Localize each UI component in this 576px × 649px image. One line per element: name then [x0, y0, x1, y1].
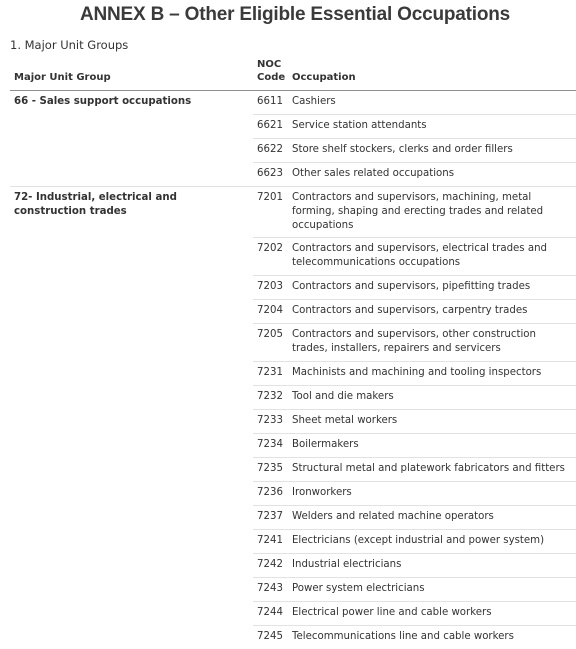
noc-code-cell: 7203 — [253, 276, 288, 300]
noc-code-cell: 7243 — [253, 578, 288, 602]
page-title: ANNEX B – Other Eligible Essential Occupations — [0, 4, 576, 26]
occupation-cell: Cashiers — [288, 91, 576, 115]
table-body — [10, 91, 576, 649]
occupation-cell: Boilermakers — [288, 434, 576, 458]
occupation-cell: Other sales related occupations — [288, 163, 576, 187]
occupation-cell: Telecommunications line and cable workers — [288, 626, 576, 649]
noc-code-cell: 7231 — [253, 362, 288, 386]
noc-code-cell: 7232 — [253, 386, 288, 410]
occupation-cell: Contractors and supervisors, electrical trades and telecommunications occupations — [288, 238, 576, 276]
occupation-cell: Contractors and supervisors, carpentry trades — [288, 300, 576, 324]
occupation-cell: Electricians (except industrial and power system) — [288, 530, 576, 554]
table-row — [10, 187, 576, 238]
noc-code-cell: 7244 — [253, 602, 288, 626]
header-major-unit-group: Major Unit Group — [10, 58, 253, 91]
noc-code-cell: 7245 — [253, 626, 288, 649]
occupation-cell: Tool and die makers — [288, 386, 576, 410]
occupation-cell: Power system electricians — [288, 578, 576, 602]
noc-code-cell: 6621 — [253, 115, 288, 139]
occupation-cell: Sheet metal workers — [288, 410, 576, 434]
header-noc-code-line1: NOC — [257, 59, 281, 70]
occupation-cell: Industrial electricians — [288, 554, 576, 578]
header-row — [10, 58, 576, 91]
noc-code-cell: 7241 — [253, 530, 288, 554]
occupation-cell: Contractors and supervisors, machining, metal forming, shaping and erecting trades and related occupations — [288, 187, 576, 238]
noc-code-cell: 7205 — [253, 324, 288, 362]
noc-code-cell: 7233 — [253, 410, 288, 434]
table-row — [10, 91, 576, 115]
major-unit-group-cell: 72- Industrial, electrical and construction trades — [10, 187, 253, 649]
noc-code-cell: 7204 — [253, 300, 288, 324]
noc-code-cell: 6622 — [253, 139, 288, 163]
occupation-cell: Store shelf stockers, clerks and order fillers — [288, 139, 576, 163]
noc-code-cell: 7237 — [253, 506, 288, 530]
occupation-cell: Ironworkers — [288, 482, 576, 506]
header-noc-code-line2: Code — [257, 72, 285, 83]
noc-code-cell: 7242 — [253, 554, 288, 578]
noc-code-cell: 6611 — [253, 91, 288, 115]
noc-code-cell: 7236 — [253, 482, 288, 506]
occupation-cell: Contractors and supervisors, other construction trades, installers, repairers and servicers — [288, 324, 576, 362]
major-unit-group-cell: 66 - Sales support occupations — [10, 91, 253, 187]
noc-code-cell: 7202 — [253, 238, 288, 276]
table-header — [10, 58, 576, 91]
occupation-cell: Structural metal and platework fabricators and fitters — [288, 458, 576, 482]
noc-code-cell: 7235 — [253, 458, 288, 482]
occupation-cell: Electrical power line and cable workers — [288, 602, 576, 626]
header-noc-code — [253, 58, 288, 91]
noc-code-cell: 7201 — [253, 187, 288, 238]
noc-code-cell: 6623 — [253, 163, 288, 187]
occupation-cell: Machinists and machining and tooling inspectors — [288, 362, 576, 386]
noc-code-cell: 7234 — [253, 434, 288, 458]
occupation-cell: Service station attendants — [288, 115, 576, 139]
occupations-table — [10, 58, 576, 649]
occupation-cell: Welders and related machine operators — [288, 506, 576, 530]
occupation-cell: Contractors and supervisors, pipefitting trades — [288, 276, 576, 300]
section-heading: 1. Major Unit Groups — [10, 38, 128, 52]
header-occupation: Occupation — [288, 58, 576, 91]
